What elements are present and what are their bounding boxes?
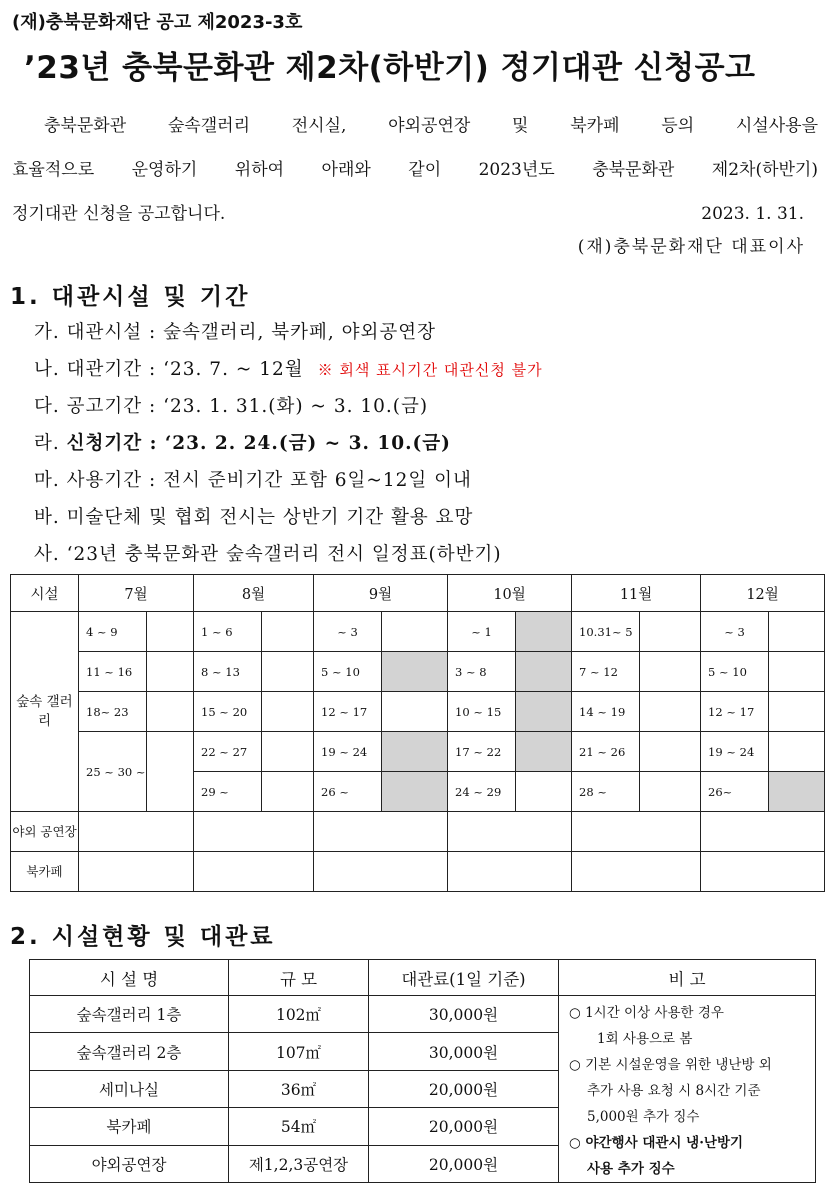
facility-name: 북카페 [30, 1108, 229, 1145]
item-application-bold: 신청기간 : ‘23. 2. 24.(금) ~ 3. 10.(금) [66, 433, 451, 454]
page-title: ’23년 충북문화관 제2차(하반기) 정기대관 신청공고 [24, 50, 756, 86]
remark-line: ○ 1시간 이상 사용한 경우 [569, 1005, 724, 1021]
schedule-cell: 5 ~ 10 [701, 652, 769, 692]
gallery-schedule-table [10, 574, 825, 892]
schedule-header-row [11, 575, 825, 612]
schedule-mark [769, 732, 825, 772]
schedule-cell: ~ 3 [314, 612, 382, 652]
schedule-cell: 3 ~ 8 [448, 652, 516, 692]
facility-fee: 30,000원 [369, 1033, 559, 1070]
schedule-cell: 4 ~ 9 [79, 612, 147, 652]
schedule-mark [147, 652, 194, 692]
schedule-cell: 19 ~ 24 [314, 732, 382, 772]
header-nov: 11월 [572, 575, 701, 612]
schedule-mark [640, 652, 701, 692]
fee-table [29, 959, 816, 1183]
outdoor-sep [314, 812, 448, 852]
item-application-prefix: 라. [34, 433, 67, 454]
outdoor-jul [79, 812, 194, 852]
item-application-period [34, 429, 543, 466]
unavailable-mark [516, 612, 572, 652]
facility-fee: 20,000원 [369, 1070, 559, 1107]
schedule-cell: 7 ~ 12 [572, 652, 640, 692]
schedule-mark [147, 732, 194, 812]
schedule-row [11, 612, 825, 652]
outdoor-aug [194, 812, 314, 852]
schedule-mark [769, 652, 825, 692]
bookcafe-row [11, 852, 825, 892]
facility-size: 107㎡ [229, 1033, 369, 1070]
notice-number: (재)충북문화재단 공고 제2023-3호 [12, 12, 303, 33]
intro-line-3 [12, 192, 818, 236]
remark-line: 사용 추가 징수 [587, 1161, 675, 1177]
item-facility: 가. 대관시설 : 숲속갤러리, 북카페, 야외공연장 [34, 322, 436, 343]
bookcafe-nov [572, 852, 701, 892]
schedule-mark [640, 772, 701, 812]
gallery-label: 숲속 갤러리 [11, 612, 79, 812]
fee-header-row [30, 960, 816, 996]
schedule-cell: 29 ~ [194, 772, 262, 812]
schedule-cell: 8 ~ 13 [194, 652, 262, 692]
schedule-cell: 12 ~ 17 [314, 692, 382, 732]
schedule-cell: 10.31~ 5 [572, 612, 640, 652]
intro-paragraph [12, 104, 818, 236]
schedule-mark [147, 692, 194, 732]
facility-fee: 30,000원 [369, 996, 559, 1033]
schedule-mark [262, 692, 314, 732]
fee-header-name: 시 설 명 [30, 960, 229, 996]
schedule-cell: 5 ~ 10 [314, 652, 382, 692]
schedule-cell: 28 ~ [572, 772, 640, 812]
intro-line-3-text: 정기대관 신청을 공고합니다. [12, 204, 226, 224]
unavailable-mark [516, 732, 572, 772]
schedule-row [11, 692, 825, 732]
schedule-cell: 26 ~ [314, 772, 382, 812]
bookcafe-label: 북카페 [11, 852, 79, 892]
unavailable-mark [382, 732, 448, 772]
schedule-mark [640, 692, 701, 732]
schedule-mark [516, 772, 572, 812]
schedule-mark [147, 612, 194, 652]
item-usage-period: 마. 사용기간 : 전시 준비기간 포함 6일~12일 이내 [34, 470, 472, 491]
schedule-row [11, 652, 825, 692]
bookcafe-dec [701, 852, 825, 892]
schedule-mark [640, 612, 701, 652]
schedule-cell: 1 ~ 6 [194, 612, 262, 652]
schedule-cell: 19 ~ 24 [701, 732, 769, 772]
unavailable-mark [382, 772, 448, 812]
facility-name: 세미나실 [30, 1070, 229, 1107]
unavailable-mark [769, 772, 825, 812]
facility-size: 36㎡ [229, 1070, 369, 1107]
schedule-row [11, 732, 825, 772]
fee-row [30, 996, 816, 1033]
intro-line-2: 효율적으로 운영하기 위하여 아래와 같이 2023년도 충북문화관 제2차(하반기) [12, 160, 818, 180]
facility-name: 야외공연장 [30, 1145, 229, 1182]
header-sep: 9월 [314, 575, 448, 612]
fee-header-size: 규 모 [229, 960, 369, 996]
schedule-mark [262, 652, 314, 692]
schedule-mark [382, 612, 448, 652]
schedule-cell: 25 ~ 30 ~ [79, 732, 147, 812]
schedule-cell: 15 ~ 20 [194, 692, 262, 732]
item-rental-period [34, 355, 543, 392]
item-notice-period: 다. 공고기간 : ‘23. 1. 31.(화) ~ 3. 10.(금) [34, 396, 429, 417]
outdoor-label: 야외 공연장 [11, 812, 79, 852]
header-oct: 10월 [448, 575, 572, 612]
fee-header-remarks: 비 고 [559, 960, 816, 996]
bookcafe-sep [314, 852, 448, 892]
gray-period-note: ※ 회색 표시기간 대관신청 불가 [317, 361, 543, 379]
schedule-mark [262, 732, 314, 772]
schedule-cell: 17 ~ 22 [448, 732, 516, 772]
facility-fee: 20,000원 [369, 1145, 559, 1182]
schedule-cell: 22 ~ 27 [194, 732, 262, 772]
remark-line: 추가 사용 요청 시 8시간 기준 [587, 1083, 761, 1099]
outdoor-row [11, 812, 825, 852]
bookcafe-oct [448, 852, 572, 892]
remark-line: ○ 기본 시설운영을 위한 냉난방 외 [569, 1057, 772, 1073]
section-1-items [34, 318, 543, 577]
bookcafe-aug [194, 852, 314, 892]
outdoor-dec [701, 812, 825, 852]
schedule-mark [769, 612, 825, 652]
section-1-heading: 1. 대관시설 및 기간 [10, 284, 251, 310]
schedule-cell: 21 ~ 26 [572, 732, 640, 772]
facility-name: 숲속갤러리 1층 [30, 996, 229, 1033]
schedule-mark [262, 772, 314, 812]
facility-size: 제1,2,3공연장 [229, 1145, 369, 1182]
notice-date: 2023. 1. 31. [701, 204, 804, 224]
bookcafe-jul [79, 852, 194, 892]
facility-name: 숲속갤러리 2층 [30, 1033, 229, 1070]
schedule-mark [382, 692, 448, 732]
item-rental-period-text: 나. 대관기간 : ‘23. 7. ~ 12월 [34, 359, 304, 380]
facility-size: 102㎡ [229, 996, 369, 1033]
schedule-cell: 24 ~ 29 [448, 772, 516, 812]
header-jul: 7월 [79, 575, 194, 612]
facility-size: 54㎡ [229, 1108, 369, 1145]
schedule-cell: 12 ~ 17 [701, 692, 769, 732]
schedule-cell: 26~ [701, 772, 769, 812]
header-dec: 12월 [701, 575, 825, 612]
unavailable-mark [516, 652, 572, 692]
schedule-cell: 14 ~ 19 [572, 692, 640, 732]
intro-line-1: 충북문화관 숲속갤러리 전시실, 야외공연장 및 북카페 등의 시설사용을 [44, 116, 818, 136]
schedule-mark [769, 692, 825, 732]
outdoor-nov [572, 812, 701, 852]
issuer: (재)충북문화재단 대표이사 [577, 237, 805, 257]
item-schedule-title: 사. ‘23년 충북문화관 숲속갤러리 전시 일정표(하반기) [34, 544, 502, 565]
item-association-note: 바. 미술단체 및 협회 전시는 상반기 기간 활용 요망 [34, 507, 474, 528]
section-2-heading: 2. 시설현황 및 대관료 [10, 924, 276, 950]
facility-fee: 20,000원 [369, 1108, 559, 1145]
fee-header-fee: 대관료(1일 기준) [369, 960, 559, 996]
unavailable-mark [516, 692, 572, 732]
header-aug: 8월 [194, 575, 314, 612]
schedule-cell: ~ 1 [448, 612, 516, 652]
outdoor-oct [448, 812, 572, 852]
schedule-cell: 10 ~ 15 [448, 692, 516, 732]
schedule-cell: 11 ~ 16 [79, 652, 147, 692]
remark-line: ○ 야간행사 대관시 냉·난방기 [569, 1135, 744, 1151]
header-facility: 시설 [11, 575, 79, 612]
remark-line: 5,000원 추가 징수 [587, 1109, 700, 1125]
schedule-cell: 18~ 23 [79, 692, 147, 732]
unavailable-mark [382, 652, 448, 692]
remarks-cell [559, 996, 816, 1183]
remark-line: 1회 사용으로 봄 [597, 1031, 693, 1047]
schedule-mark [262, 612, 314, 652]
schedule-mark [640, 732, 701, 772]
schedule-cell: ~ 3 [701, 612, 769, 652]
